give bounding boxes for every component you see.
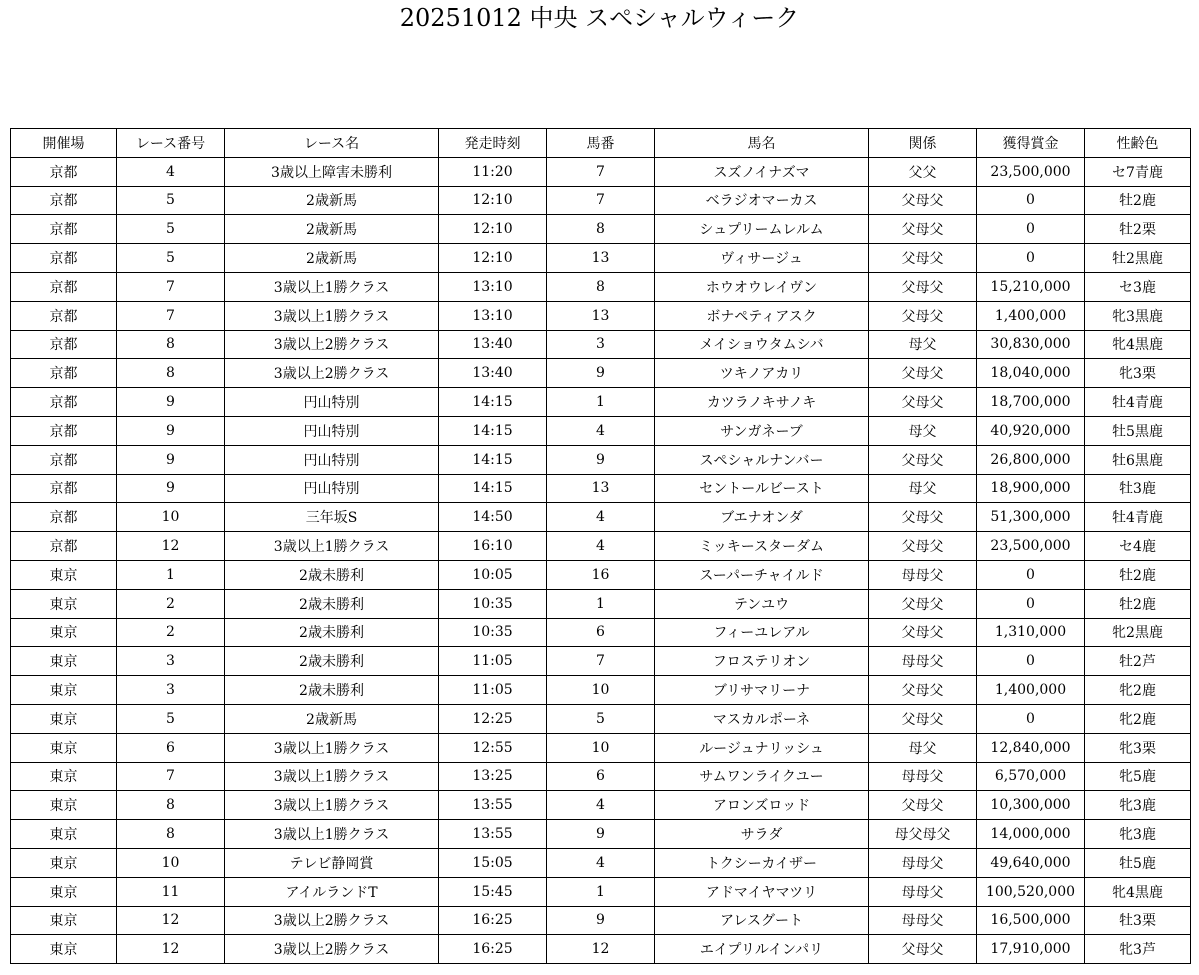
table-row <box>11 762 1191 791</box>
cell-horse-number: 4 <box>547 791 655 820</box>
cell-post-time: 12:10 <box>439 215 547 244</box>
cell-race-name: 円山特別 <box>225 416 439 445</box>
cell-relation: 父母父 <box>869 359 977 388</box>
cell-race-number: 6 <box>117 733 225 762</box>
cell-horse-name: ヴィサージュ <box>655 244 869 273</box>
cell-post-time: 13:40 <box>439 330 547 359</box>
cell-sex-age-color: 牡6黒鹿 <box>1085 445 1191 474</box>
cell-horse-number: 7 <box>547 157 655 186</box>
cell-venue: 京都 <box>11 416 117 445</box>
cell-venue: 東京 <box>11 560 117 589</box>
cell-venue: 東京 <box>11 647 117 676</box>
cell-race-name: アイルランドT <box>225 877 439 906</box>
cell-race-number: 5 <box>117 244 225 273</box>
cell-post-time: 14:15 <box>439 474 547 503</box>
table-row <box>11 647 1191 676</box>
cell-prize: 0 <box>977 215 1085 244</box>
cell-race-name: テレビ静岡賞 <box>225 848 439 877</box>
table-row <box>11 330 1191 359</box>
cell-horse-name: スズノイナズマ <box>655 157 869 186</box>
cell-race-number: 7 <box>117 762 225 791</box>
cell-relation: 父母父 <box>869 704 977 733</box>
table-row <box>11 704 1191 733</box>
cell-sex-age-color: 牝4黒鹿 <box>1085 330 1191 359</box>
cell-sex-age-color: 牡2鹿 <box>1085 186 1191 215</box>
table-row <box>11 589 1191 618</box>
cell-prize: 16,500,000 <box>977 906 1085 935</box>
cell-race-number: 10 <box>117 848 225 877</box>
cell-post-time: 16:10 <box>439 532 547 561</box>
cell-relation: 父母父 <box>869 445 977 474</box>
cell-venue: 京都 <box>11 244 117 273</box>
cell-horse-name: サムワンライクユー <box>655 762 869 791</box>
cell-race-name: 3歳以上1勝クラス <box>225 733 439 762</box>
cell-relation: 母父 <box>869 330 977 359</box>
cell-prize: 0 <box>977 589 1085 618</box>
table-row <box>11 848 1191 877</box>
cell-relation: 父父 <box>869 157 977 186</box>
cell-race-number: 8 <box>117 330 225 359</box>
cell-venue: 東京 <box>11 618 117 647</box>
cell-horse-name: スーパーチャイルド <box>655 560 869 589</box>
cell-post-time: 10:35 <box>439 589 547 618</box>
cell-sex-age-color: 牝2黒鹿 <box>1085 618 1191 647</box>
cell-horse-number: 13 <box>547 474 655 503</box>
table-body <box>11 157 1191 963</box>
cell-prize: 10,300,000 <box>977 791 1085 820</box>
cell-post-time: 13:25 <box>439 762 547 791</box>
cell-venue: 京都 <box>11 272 117 301</box>
cell-venue: 京都 <box>11 445 117 474</box>
cell-race-number: 8 <box>117 359 225 388</box>
cell-race-name: 2歳新馬 <box>225 215 439 244</box>
cell-post-time: 11:05 <box>439 647 547 676</box>
cell-venue: 京都 <box>11 157 117 186</box>
cell-venue: 京都 <box>11 301 117 330</box>
cell-race-name: 3歳以上1勝クラス <box>225 791 439 820</box>
table-row <box>11 244 1191 273</box>
cell-horse-number: 7 <box>547 647 655 676</box>
cell-horse-name: ボナペティアスク <box>655 301 869 330</box>
cell-post-time: 14:15 <box>439 416 547 445</box>
cell-post-time: 13:10 <box>439 272 547 301</box>
cell-prize: 15,210,000 <box>977 272 1085 301</box>
cell-venue: 京都 <box>11 186 117 215</box>
cell-prize: 12,840,000 <box>977 733 1085 762</box>
cell-horse-name: サンガネーブ <box>655 416 869 445</box>
cell-post-time: 14:15 <box>439 388 547 417</box>
cell-sex-age-color: 牡2黒鹿 <box>1085 244 1191 273</box>
cell-horse-number: 13 <box>547 301 655 330</box>
cell-horse-number: 5 <box>547 704 655 733</box>
cell-race-name: 2歳新馬 <box>225 186 439 215</box>
cell-prize: 23,500,000 <box>977 157 1085 186</box>
cell-post-time: 16:25 <box>439 906 547 935</box>
cell-sex-age-color: 牡3栗 <box>1085 906 1191 935</box>
cell-post-time: 15:05 <box>439 848 547 877</box>
cell-post-time: 12:25 <box>439 704 547 733</box>
cell-venue: 京都 <box>11 359 117 388</box>
cell-race-name: 3歳以上1勝クラス <box>225 820 439 849</box>
header-prize: 獲得賞金 <box>977 129 1085 158</box>
cell-horse-number: 6 <box>547 762 655 791</box>
cell-prize: 18,900,000 <box>977 474 1085 503</box>
race-table <box>10 128 1191 964</box>
cell-race-number: 7 <box>117 301 225 330</box>
cell-horse-name: スペシャルナンバー <box>655 445 869 474</box>
cell-prize: 1,400,000 <box>977 676 1085 705</box>
cell-race-number: 9 <box>117 445 225 474</box>
cell-prize: 1,400,000 <box>977 301 1085 330</box>
cell-venue: 東京 <box>11 848 117 877</box>
cell-sex-age-color: 牝2鹿 <box>1085 676 1191 705</box>
cell-venue: 東京 <box>11 733 117 762</box>
cell-prize: 14,000,000 <box>977 820 1085 849</box>
cell-horse-name: アロンズロッド <box>655 791 869 820</box>
cell-horse-number: 1 <box>547 589 655 618</box>
cell-horse-number: 9 <box>547 445 655 474</box>
table-header-row <box>11 129 1191 158</box>
cell-race-number: 5 <box>117 186 225 215</box>
table-row <box>11 877 1191 906</box>
cell-prize: 40,920,000 <box>977 416 1085 445</box>
cell-post-time: 14:50 <box>439 503 547 532</box>
cell-horse-number: 10 <box>547 676 655 705</box>
cell-relation: 父母父 <box>869 215 977 244</box>
cell-race-name: 2歳新馬 <box>225 244 439 273</box>
table-row <box>11 157 1191 186</box>
cell-horse-name: テンユウ <box>655 589 869 618</box>
cell-horse-number: 4 <box>547 416 655 445</box>
cell-race-name: 2歳新馬 <box>225 704 439 733</box>
cell-sex-age-color: 牡5黒鹿 <box>1085 416 1191 445</box>
table-row <box>11 388 1191 417</box>
cell-race-name: 2歳未勝利 <box>225 589 439 618</box>
cell-race-number: 10 <box>117 503 225 532</box>
cell-horse-number: 4 <box>547 848 655 877</box>
cell-race-name: 三年坂S <box>225 503 439 532</box>
cell-relation: 父母父 <box>869 272 977 301</box>
cell-race-name: 2歳未勝利 <box>225 560 439 589</box>
cell-prize: 0 <box>977 560 1085 589</box>
cell-relation: 父母父 <box>869 676 977 705</box>
cell-relation: 母父 <box>869 474 977 503</box>
header-horse-name: 馬名 <box>655 129 869 158</box>
cell-horse-number: 9 <box>547 906 655 935</box>
cell-horse-name: ホウオウレイヴン <box>655 272 869 301</box>
cell-venue: 東京 <box>11 791 117 820</box>
cell-sex-age-color: 牝2鹿 <box>1085 704 1191 733</box>
cell-race-number: 5 <box>117 704 225 733</box>
table-row <box>11 474 1191 503</box>
cell-venue: 東京 <box>11 589 117 618</box>
cell-relation: 父母父 <box>869 503 977 532</box>
cell-prize: 17,910,000 <box>977 935 1085 964</box>
header-venue: 開催場 <box>11 129 117 158</box>
cell-sex-age-color: 牡2鹿 <box>1085 560 1191 589</box>
cell-horse-number: 13 <box>547 244 655 273</box>
cell-horse-number: 9 <box>547 820 655 849</box>
cell-race-name: 3歳以上1勝クラス <box>225 532 439 561</box>
cell-race-number: 1 <box>117 560 225 589</box>
cell-relation: 父母父 <box>869 388 977 417</box>
cell-sex-age-color: 牝4黒鹿 <box>1085 877 1191 906</box>
cell-venue: 京都 <box>11 474 117 503</box>
cell-venue: 京都 <box>11 215 117 244</box>
cell-horse-name: ルージュナリッシュ <box>655 733 869 762</box>
cell-horse-name: トクシーカイザー <box>655 848 869 877</box>
cell-relation: 父母父 <box>869 935 977 964</box>
cell-prize: 1,310,000 <box>977 618 1085 647</box>
header-race-name: レース名 <box>225 129 439 158</box>
cell-relation: 父母父 <box>869 301 977 330</box>
cell-horse-name: アレスグート <box>655 906 869 935</box>
header-race-number: レース番号 <box>117 129 225 158</box>
cell-relation: 母母父 <box>869 762 977 791</box>
cell-race-number: 7 <box>117 272 225 301</box>
cell-race-number: 4 <box>117 157 225 186</box>
cell-horse-number: 1 <box>547 877 655 906</box>
cell-venue: 東京 <box>11 935 117 964</box>
cell-race-name: 3歳以上1勝クラス <box>225 301 439 330</box>
cell-sex-age-color: 牝3芦 <box>1085 935 1191 964</box>
cell-horse-name: ベラジオマーカス <box>655 186 869 215</box>
cell-horse-number: 8 <box>547 215 655 244</box>
cell-venue: 東京 <box>11 820 117 849</box>
cell-horse-number: 7 <box>547 186 655 215</box>
cell-prize: 0 <box>977 704 1085 733</box>
table-row <box>11 186 1191 215</box>
cell-venue: 京都 <box>11 503 117 532</box>
cell-horse-name: カツラノキサノキ <box>655 388 869 417</box>
table-row <box>11 676 1191 705</box>
cell-horse-name: ブリサマリーナ <box>655 676 869 705</box>
cell-horse-name: アドマイヤマツリ <box>655 877 869 906</box>
cell-race-number: 3 <box>117 647 225 676</box>
cell-race-name: 3歳以上2勝クラス <box>225 359 439 388</box>
table-row <box>11 935 1191 964</box>
cell-race-number: 12 <box>117 935 225 964</box>
cell-horse-name: サラダ <box>655 820 869 849</box>
cell-sex-age-color: 牝3鹿 <box>1085 791 1191 820</box>
cell-race-name: 3歳以上2勝クラス <box>225 906 439 935</box>
cell-horse-number: 9 <box>547 359 655 388</box>
cell-relation: 父母父 <box>869 618 977 647</box>
header-sex-age-color: 性齢色 <box>1085 129 1191 158</box>
cell-post-time: 11:05 <box>439 676 547 705</box>
cell-prize: 18,040,000 <box>977 359 1085 388</box>
cell-venue: 東京 <box>11 676 117 705</box>
cell-sex-age-color: セ4鹿 <box>1085 532 1191 561</box>
cell-horse-name: メイショウタムシバ <box>655 330 869 359</box>
page-title: 20251012 中央 スペシャルウィーク <box>399 4 800 32</box>
table-row <box>11 733 1191 762</box>
header-relation: 関係 <box>869 129 977 158</box>
cell-race-number: 3 <box>117 676 225 705</box>
cell-relation: 父母父 <box>869 791 977 820</box>
cell-sex-age-color: 牡4青鹿 <box>1085 388 1191 417</box>
cell-race-name: 円山特別 <box>225 445 439 474</box>
cell-race-number: 11 <box>117 877 225 906</box>
cell-post-time: 12:10 <box>439 186 547 215</box>
cell-venue: 京都 <box>11 532 117 561</box>
cell-sex-age-color: 牡3鹿 <box>1085 474 1191 503</box>
table-row <box>11 906 1191 935</box>
cell-horse-number: 6 <box>547 618 655 647</box>
cell-venue: 東京 <box>11 906 117 935</box>
cell-venue: 京都 <box>11 388 117 417</box>
cell-race-number: 12 <box>117 532 225 561</box>
cell-post-time: 12:55 <box>439 733 547 762</box>
table-row <box>11 820 1191 849</box>
cell-horse-name: シュプリームレルム <box>655 215 869 244</box>
cell-horse-name: ツキノアカリ <box>655 359 869 388</box>
cell-horse-number: 4 <box>547 532 655 561</box>
table-row <box>11 618 1191 647</box>
table-row <box>11 272 1191 301</box>
cell-horse-number: 8 <box>547 272 655 301</box>
cell-relation: 母母父 <box>869 848 977 877</box>
cell-race-name: 3歳以上1勝クラス <box>225 762 439 791</box>
cell-horse-number: 1 <box>547 388 655 417</box>
cell-sex-age-color: 牝3鹿 <box>1085 820 1191 849</box>
cell-prize: 0 <box>977 647 1085 676</box>
cell-prize: 100,520,000 <box>977 877 1085 906</box>
cell-horse-name: フロステリオン <box>655 647 869 676</box>
cell-venue: 東京 <box>11 762 117 791</box>
cell-sex-age-color: セ3鹿 <box>1085 272 1191 301</box>
cell-race-name: 円山特別 <box>225 388 439 417</box>
cell-post-time: 13:55 <box>439 791 547 820</box>
cell-relation: 父母父 <box>869 589 977 618</box>
cell-post-time: 13:10 <box>439 301 547 330</box>
cell-race-name: 3歳以上障害未勝利 <box>225 157 439 186</box>
table-row <box>11 560 1191 589</box>
cell-race-name: 2歳未勝利 <box>225 676 439 705</box>
cell-horse-name: エイプリルインパリ <box>655 935 869 964</box>
cell-venue: 東京 <box>11 704 117 733</box>
cell-venue: 東京 <box>11 877 117 906</box>
cell-post-time: 15:45 <box>439 877 547 906</box>
cell-prize: 49,640,000 <box>977 848 1085 877</box>
cell-horse-number: 16 <box>547 560 655 589</box>
cell-race-name: 3歳以上2勝クラス <box>225 935 439 964</box>
table-row <box>11 215 1191 244</box>
cell-horse-name: ミッキースターダム <box>655 532 869 561</box>
cell-relation: 母父 <box>869 416 977 445</box>
cell-sex-age-color: 牝3栗 <box>1085 359 1191 388</box>
cell-relation: 母母父 <box>869 560 977 589</box>
cell-prize: 0 <box>977 186 1085 215</box>
cell-sex-age-color: 牝3栗 <box>1085 733 1191 762</box>
cell-horse-name: セントールビースト <box>655 474 869 503</box>
header-post-time: 発走時刻 <box>439 129 547 158</box>
cell-relation: 母母父 <box>869 877 977 906</box>
table-row <box>11 503 1191 532</box>
cell-race-number: 12 <box>117 906 225 935</box>
cell-post-time: 10:35 <box>439 618 547 647</box>
cell-sex-age-color: 牝5鹿 <box>1085 762 1191 791</box>
cell-sex-age-color: 牡5鹿 <box>1085 848 1191 877</box>
cell-sex-age-color: 牝3黒鹿 <box>1085 301 1191 330</box>
header-horse-number: 馬番 <box>547 129 655 158</box>
cell-race-name: 3歳以上2勝クラス <box>225 330 439 359</box>
cell-horse-number: 3 <box>547 330 655 359</box>
table-row <box>11 416 1191 445</box>
cell-horse-name: マスカルポーネ <box>655 704 869 733</box>
cell-prize: 51,300,000 <box>977 503 1085 532</box>
cell-post-time: 12:10 <box>439 244 547 273</box>
cell-venue: 京都 <box>11 330 117 359</box>
cell-post-time: 16:25 <box>439 935 547 964</box>
cell-prize: 26,800,000 <box>977 445 1085 474</box>
table-row <box>11 445 1191 474</box>
cell-race-number: 2 <box>117 589 225 618</box>
cell-relation: 母父 <box>869 733 977 762</box>
cell-horse-number: 12 <box>547 935 655 964</box>
cell-prize: 6,570,000 <box>977 762 1085 791</box>
cell-sex-age-color: 牡2栗 <box>1085 215 1191 244</box>
cell-relation: 父母父 <box>869 186 977 215</box>
cell-horse-name: フィーユレアル <box>655 618 869 647</box>
cell-sex-age-color: 牡2鹿 <box>1085 589 1191 618</box>
cell-horse-number: 4 <box>547 503 655 532</box>
cell-prize: 0 <box>977 244 1085 273</box>
cell-race-name: 2歳未勝利 <box>225 618 439 647</box>
table-row <box>11 301 1191 330</box>
cell-prize: 18,700,000 <box>977 388 1085 417</box>
cell-horse-number: 10 <box>547 733 655 762</box>
table-row <box>11 359 1191 388</box>
table-row <box>11 791 1191 820</box>
cell-relation: 父母父 <box>869 532 977 561</box>
cell-race-name: 3歳以上1勝クラス <box>225 272 439 301</box>
cell-race-name: 円山特別 <box>225 474 439 503</box>
cell-post-time: 10:05 <box>439 560 547 589</box>
cell-relation: 母母父 <box>869 647 977 676</box>
cell-sex-age-color: セ7青鹿 <box>1085 157 1191 186</box>
cell-race-number: 9 <box>117 474 225 503</box>
cell-race-number: 2 <box>117 618 225 647</box>
cell-relation: 父母父 <box>869 244 977 273</box>
cell-prize: 23,500,000 <box>977 532 1085 561</box>
cell-race-number: 9 <box>117 388 225 417</box>
cell-horse-name: ブエナオンダ <box>655 503 869 532</box>
cell-prize: 30,830,000 <box>977 330 1085 359</box>
cell-race-number: 8 <box>117 820 225 849</box>
cell-relation: 母母父 <box>869 906 977 935</box>
cell-race-number: 9 <box>117 416 225 445</box>
cell-race-name: 2歳未勝利 <box>225 647 439 676</box>
cell-post-time: 11:20 <box>439 157 547 186</box>
cell-post-time: 13:40 <box>439 359 547 388</box>
cell-post-time: 13:55 <box>439 820 547 849</box>
table-row <box>11 532 1191 561</box>
cell-sex-age-color: 牡4青鹿 <box>1085 503 1191 532</box>
cell-relation: 母父母父 <box>869 820 977 849</box>
cell-race-number: 8 <box>117 791 225 820</box>
cell-sex-age-color: 牡2芦 <box>1085 647 1191 676</box>
cell-post-time: 14:15 <box>439 445 547 474</box>
cell-race-number: 5 <box>117 215 225 244</box>
